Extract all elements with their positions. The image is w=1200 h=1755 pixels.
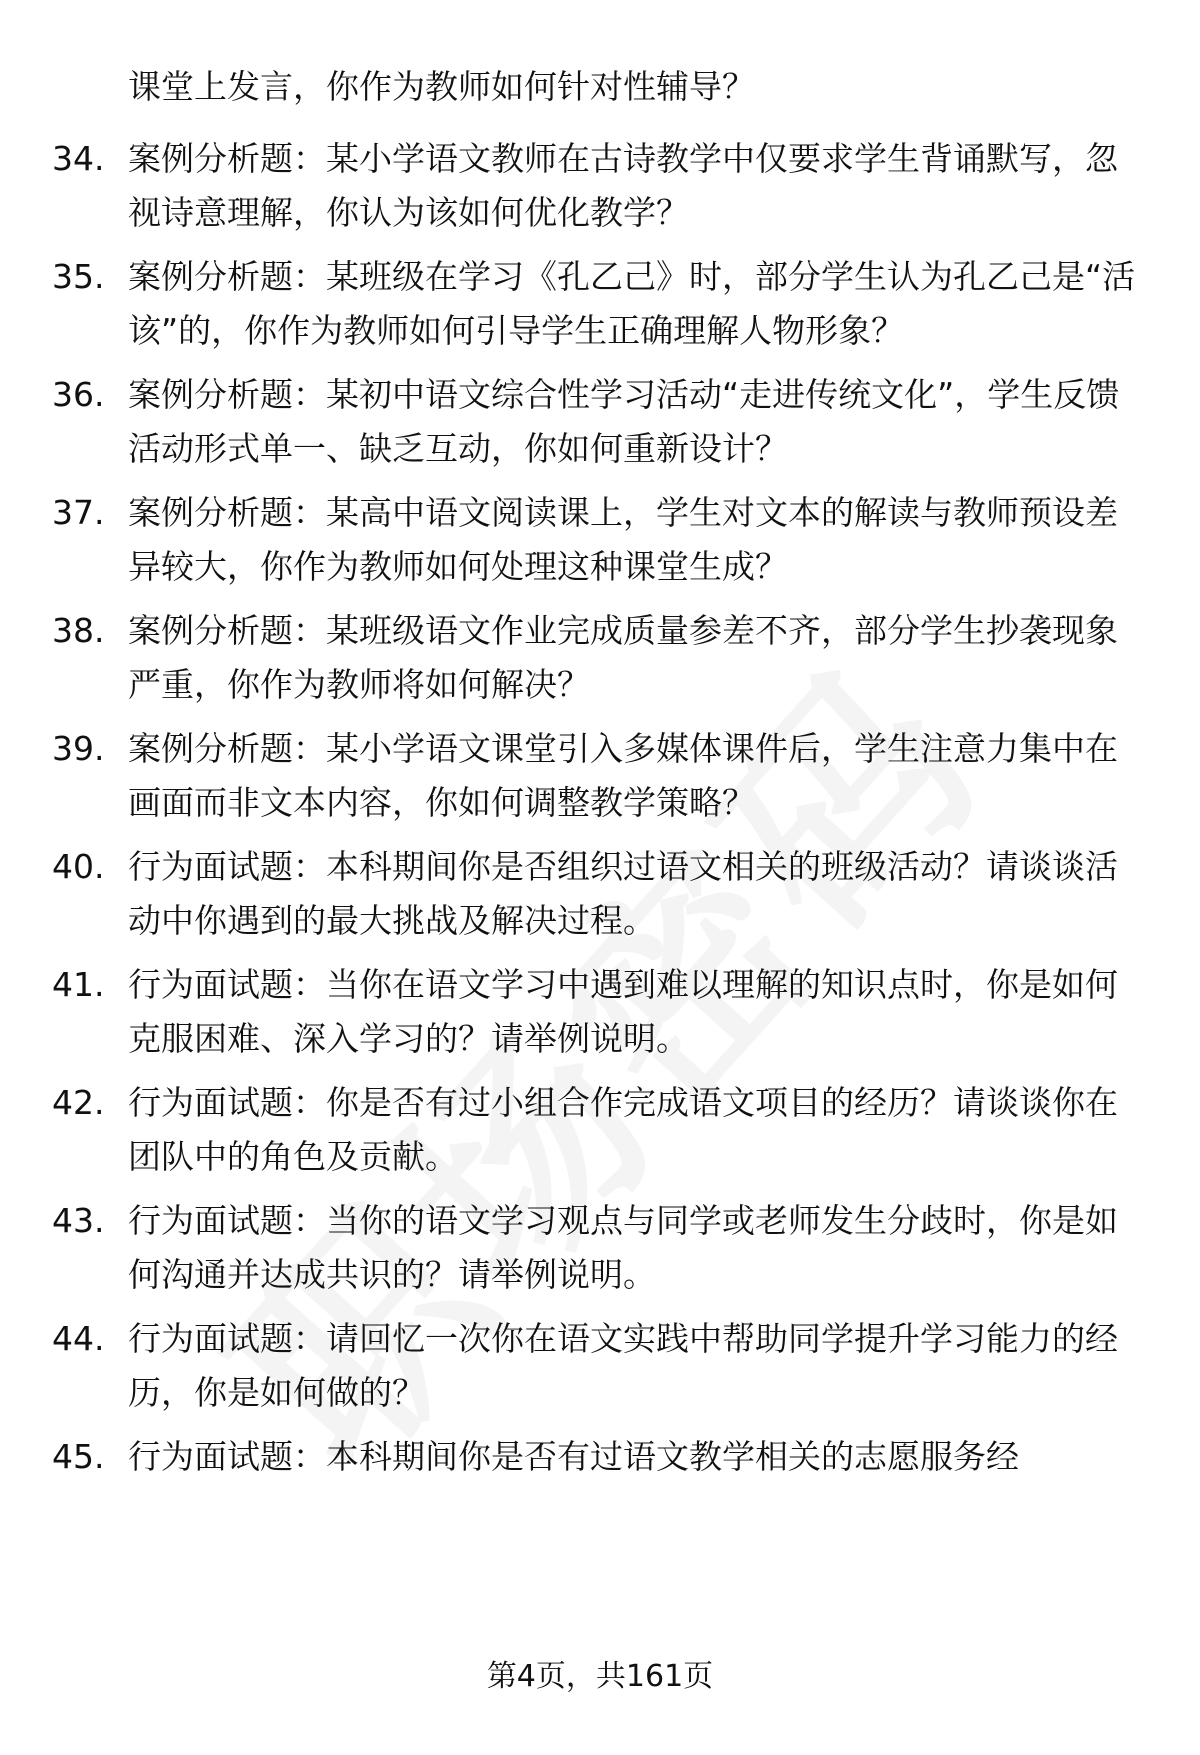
question-text: 行为面试题：本科期间你是否组织过语文相关的班级活动？请谈谈活动中你遇到的最大挑战及解决过程。 — [128, 847, 1118, 940]
question-number: 35. — [52, 257, 105, 296]
question-text: 案例分析题：某初中语文综合性学习活动“走进传统文化”，学生反馈活动形式单一、缺乏互动，你如何重新设计？ — [128, 375, 1120, 468]
question-number: 41. — [52, 965, 105, 1004]
question-number: 42. — [52, 1083, 105, 1122]
question-number: 36. — [52, 375, 105, 414]
question-text: 行为面试题：本科期间你是否有过语文教学相关的志愿服务经 — [128, 1437, 1019, 1476]
page-number: 第4页，共161页 — [486, 1659, 714, 1694]
question-number: 40. — [52, 847, 105, 886]
question-number: 34. — [52, 139, 105, 178]
question-text: 案例分析题：某班级语文作业完成质量参差不齐，部分学生抄袭现象严重，你作为教师将如何解决？ — [128, 611, 1118, 704]
question-text: 行为面试题：请回忆一次你在语文实践中帮助同学提升学习能力的经历，你是如何做的？ — [128, 1319, 1118, 1412]
question-text: 案例分析题：某小学语文教师在古诗教学中仅要求学生背诵默写，忽视诗意理解，你认为该如何优化教学？ — [128, 139, 1118, 232]
question-text: 行为面试题：当你的语文学习观点与同学或老师发生分歧时，你是如何沟通并达成共识的？请举例说明。 — [128, 1201, 1118, 1294]
question-number: 38. — [52, 611, 105, 650]
question-number: 39. — [52, 729, 105, 768]
question-text: 案例分析题：某小学语文课堂引入多媒体课件后，学生注意力集中在画面而非文本内容，你如何调整教学策略？ — [128, 729, 1118, 822]
continued-question-text: 课堂上发言，你作为教师如何针对性辅导？ — [128, 67, 755, 106]
question-text: 行为面试题：你是否有过小组合作完成语文项目的经历？请谈谈你在团队中的角色及贡献。 — [128, 1083, 1118, 1176]
question-text: 行为面试题：当你在语文学习中遇到难以理解的知识点时，你是如何克服困难、深入学习的？请举例说明。 — [128, 965, 1118, 1058]
question-number: 45. — [52, 1437, 105, 1476]
question-text: 案例分析题：某高中语文阅读课上，学生对文本的解读与教师预设差异较大，你作为教师如何处理这种课堂生成？ — [128, 493, 1118, 586]
question-number: 43. — [52, 1201, 105, 1240]
question-number: 44. — [52, 1319, 105, 1358]
question-number: 37. — [52, 493, 105, 532]
question-text: 案例分析题：某班级在学习《孔乙己》时，部分学生认为孔乙己是“活该”的，你作为教师如何引导学生正确理解人物形象？ — [128, 257, 1136, 350]
